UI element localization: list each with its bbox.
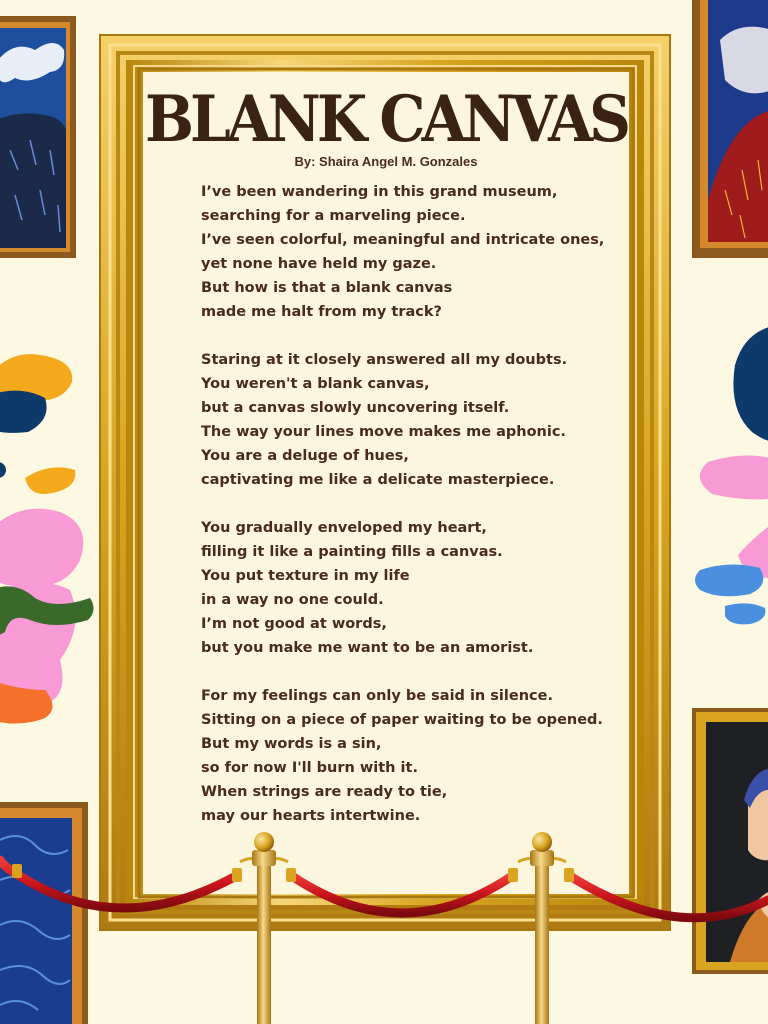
stanchion-left bbox=[252, 832, 276, 1024]
poem-line: But my words is a sin, bbox=[201, 736, 382, 752]
poem-title: BLANK CANVAS bbox=[145, 81, 627, 157]
poem-line: You weren't a blank canvas, bbox=[201, 376, 430, 392]
poem-line: For my feelings can only be said in silence. bbox=[201, 688, 553, 704]
poem-line: The way your lines move makes me aphonic. bbox=[201, 424, 566, 440]
poem-line: But how is that a blank canvas bbox=[201, 280, 453, 296]
poem-line: so for now I'll burn with it. bbox=[201, 760, 418, 776]
poem-line: You gradually enveloped my heart, bbox=[201, 520, 487, 536]
poem-line: I’ve seen colorful, meaningful and intricate ones, bbox=[201, 232, 605, 248]
poem-author: By: Shaira Angel M. Gonzales bbox=[294, 154, 478, 169]
poem-line: I’m not good at words, bbox=[201, 616, 387, 632]
poem-line: captivating me like a delicate masterpiece. bbox=[201, 472, 555, 488]
poem-line: You put texture in my life bbox=[201, 568, 410, 584]
poem-line: yet none have held my gaze. bbox=[201, 256, 437, 272]
poem-line: Staring at it closely answered all my doubts. bbox=[201, 352, 568, 368]
poem-line: When strings are ready to tie, bbox=[201, 784, 448, 800]
poem-line: may our hearts intertwine. bbox=[201, 808, 421, 824]
poem-line: Sitting on a piece of paper waiting to be opened. bbox=[201, 712, 603, 728]
poem-line: but a canvas slowly uncovering itself. bbox=[201, 400, 510, 416]
stanchion-right bbox=[530, 832, 554, 1024]
poem-line: in a way no one could. bbox=[201, 592, 384, 608]
poem-line: searching for a marveling piece. bbox=[201, 208, 466, 224]
poem-line: You are a deluge of hues, bbox=[201, 448, 409, 464]
poem-line: but you make me want to be an amorist. bbox=[201, 640, 534, 656]
poem-line: I’ve been wandering in this grand museum, bbox=[201, 184, 558, 200]
poem-line: made me halt from my track? bbox=[201, 304, 442, 320]
poem-line: filling it like a painting fills a canvas. bbox=[201, 544, 503, 560]
